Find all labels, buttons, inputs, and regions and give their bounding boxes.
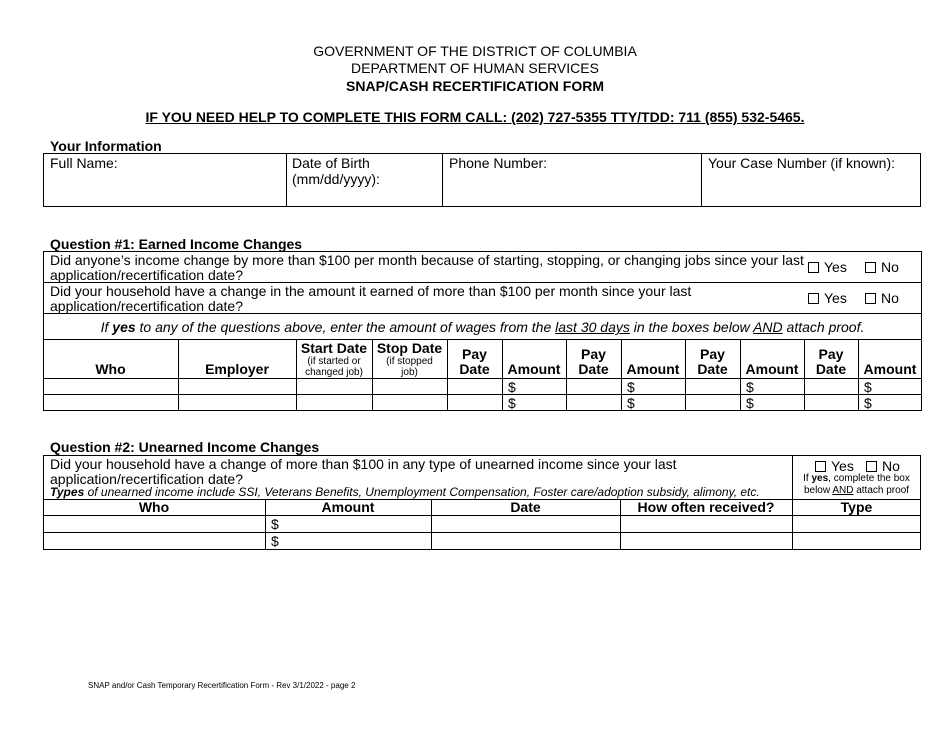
q1-instructions: If yes to any of the questions above, enter the amount of wages from the last 30 days in the boxes below AND attach proof. — [100, 319, 865, 335]
q1-col-amount-4: Amount — [863, 361, 917, 377]
q2-col-type: Type — [840, 499, 873, 515]
footer-text: SNAP and/or Cash Temporary Recertification Form - Rev 3/1/2022 - page 2 — [88, 681, 356, 690]
checkbox-icon — [815, 461, 826, 472]
q1b-yes-checkbox[interactable] — [808, 290, 847, 306]
q1-question-b: Did your household have a change in the amount it earned of more than $100 per month since your last — [50, 283, 692, 299]
q1-col-pay-date-4: Pay Date — [815, 346, 847, 377]
q1-r2-amount-2[interactable]: $ — [627, 395, 635, 411]
q2-col-date: Date — [510, 499, 541, 515]
q2-no-label: No — [882, 458, 900, 474]
q1-col-start-note: (if started or changed job) — [305, 356, 363, 378]
q2-types-note: Types of unearned income include SSI, Veterans Benefits, Unemployment Compensation, Foster care/adoption subsidy, alimony, etc. — [50, 485, 760, 499]
dob-field-label: Date of Birth — [292, 155, 370, 171]
checkbox-icon — [865, 262, 876, 273]
q1-col-pay-date-3: Pay Date — [697, 346, 728, 377]
q1-r2-amount-1[interactable]: $ — [508, 395, 516, 411]
q1b-no-checkbox[interactable] — [865, 290, 899, 306]
q2-question: Did your household have a change of more than $100 in any type of unearned income since your last — [50, 456, 677, 472]
q1-r2-amount-3[interactable]: $ — [746, 395, 754, 411]
q1b-yes-label: Yes — [824, 290, 847, 306]
q1-question-a: Did anyone’s income change by more than $100 per month because of starting, stopping, or changing jobs since your last — [50, 252, 804, 268]
q1a-yes-checkbox[interactable] — [808, 259, 847, 275]
checkbox-icon — [865, 293, 876, 304]
q2-yes-label: Yes — [831, 458, 854, 474]
full-name-field[interactable]: Full Name: — [50, 155, 118, 171]
header-government: GOVERNMENT OF THE DISTRICT OF COLUMBIA — [313, 43, 637, 59]
q1a-no-checkbox[interactable] — [865, 259, 899, 275]
q1-r1-amount-1[interactable]: $ — [508, 379, 516, 395]
checkbox-icon — [808, 293, 819, 304]
dob-field[interactable]: (mm/dd/yyyy): — [292, 171, 380, 187]
header-department: DEPARTMENT OF HUMAN SERVICES — [351, 60, 599, 76]
q1-heading: Question #1: Earned Income Changes — [50, 236, 303, 252]
q1-col-pay-date-2: Pay Date — [578, 346, 609, 377]
q2-no-checkbox[interactable] — [866, 458, 900, 474]
case-number-field[interactable]: Your Case Number (if known): — [708, 155, 896, 171]
q1b-no-label: No — [881, 290, 899, 306]
q2-yes-note-cont: below AND attach proof — [803, 485, 910, 496]
q1-col-amount-3: Amount — [745, 361, 799, 377]
q1-col-amount-2: Amount — [626, 361, 680, 377]
q1-r1-amount-3[interactable]: $ — [746, 379, 754, 395]
q2-heading: Question #2: Unearned Income Changes — [50, 439, 320, 455]
q2-question-cont: application/recertification date? — [50, 471, 244, 487]
q2-r1-amount[interactable]: $ — [271, 516, 279, 532]
help-line: IF YOU NEED HELP TO COMPLETE THIS FORM CALL: (202) 727-5355 TTY/TDD: 711 (855) 532-5465. — [145, 109, 805, 125]
q1-question-b-cont: application/recertification date? — [50, 298, 244, 314]
q2-col-who: Who — [138, 499, 170, 515]
q1-col-stop-note: (if stopped job) — [386, 356, 433, 378]
q1-col-who: Who — [95, 361, 126, 377]
checkbox-icon — [808, 262, 819, 273]
q1a-no-label: No — [881, 259, 899, 275]
q2-col-amount: Amount — [321, 499, 375, 515]
q1-r1-amount-2[interactable]: $ — [627, 379, 635, 395]
q1-col-employer: Employer — [205, 361, 269, 377]
q1-question-a-cont: application/recertification date? — [50, 267, 244, 283]
q1-col-amount-1: Amount — [507, 361, 561, 377]
q1-r2-amount-4[interactable]: $ — [864, 395, 872, 411]
q1-col-stop-date: Stop Date (if stopped job) — [372, 341, 447, 378]
form-title: SNAP/CASH RECERTIFICATION FORM — [346, 78, 604, 94]
q1-col-start-date: Start Date (if started or changed job) — [296, 341, 372, 378]
q2-yes-checkbox[interactable] — [815, 458, 854, 474]
q2-col-how-often: How often received? — [637, 499, 775, 515]
q1-col-pay-date-1: Pay Date — [459, 346, 490, 377]
q2-r2-amount[interactable]: $ — [271, 533, 279, 549]
checkbox-icon — [866, 461, 877, 472]
your-info-heading: Your Information — [50, 138, 162, 154]
phone-field[interactable]: Phone Number: — [449, 155, 548, 171]
q1-r1-amount-4[interactable]: $ — [864, 379, 872, 395]
q2-yes-note: If yes, complete the box — [803, 473, 910, 484]
q1a-yes-label: Yes — [824, 259, 847, 275]
